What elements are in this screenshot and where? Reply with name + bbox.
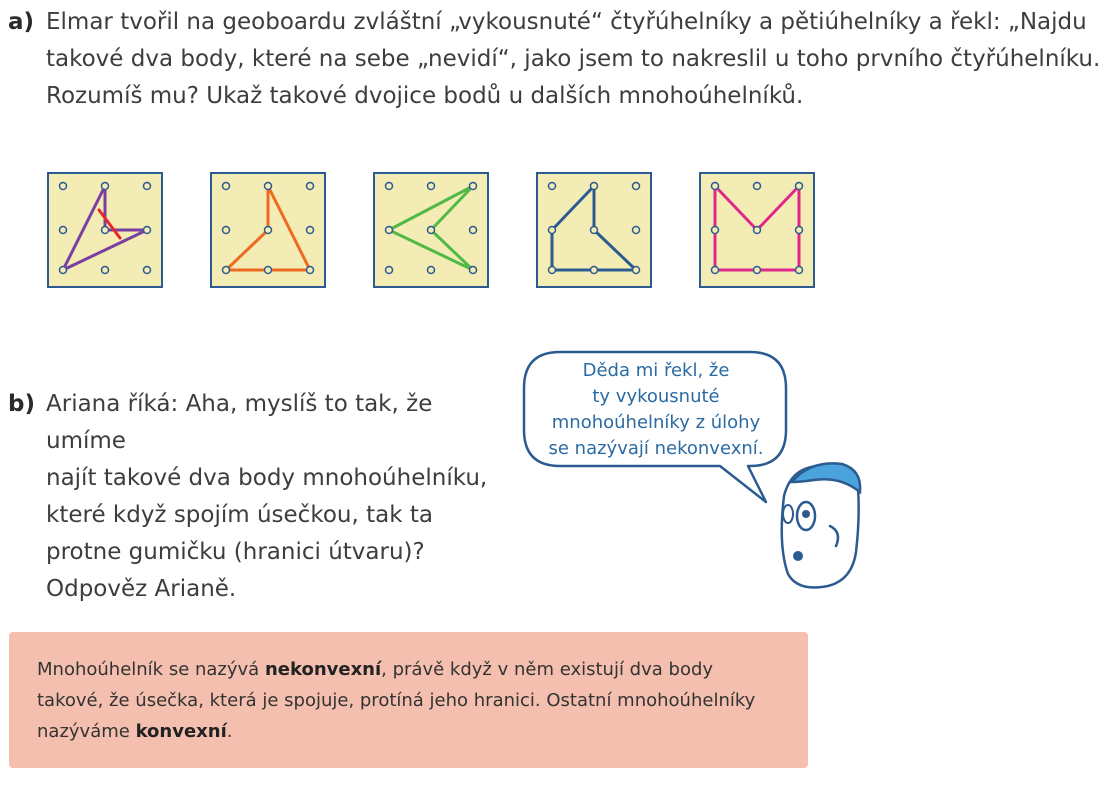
- task-b-text: Ariana říká: Aha, myslíš to tak, že umíme najít takové dva body mnohoúhelníku, které když spojím úsečkou, tak ta protne gumičku (hranici útvaru)? Odpověz Arianě.: [46, 391, 488, 602]
- geoboard-1: [47, 172, 163, 288]
- definition-part-2: , právě když v něm existují dva body takové, že úsečka, která je spojuje, protíná jeho hranici. Ostatní mnohoúhelníky nazýváme: [37, 659, 756, 742]
- speech-bubble-text: Děda mi řekl, že ty vykousnuté mnohoúhelníky z úlohy se nazývají nekonvexní.: [548, 360, 764, 459]
- task-b-label: b): [8, 391, 35, 417]
- definition-part-1: Mnohoúhelník se nazývá: [37, 659, 265, 680]
- definition-box: [9, 632, 808, 768]
- task-a: [8, 4, 1108, 115]
- task-b: [8, 386, 508, 608]
- geoboard-3: [373, 172, 489, 288]
- task-a-label: a): [8, 9, 35, 35]
- boy-character-icon: [770, 456, 870, 596]
- task-a-text: Elmar tvořil na geoboardu zvláštní „vykousnuté“ čtyřúhelníky a pětiúhelníky a řekl: „Najdu takové dva body, které na sebe „nevidí“, jako jsem to nakreslil u toho prvního čtyřúhelníku. Rozumíš mu? Ukaž takové dvojice bodů u dalších mnohoúhelníků.: [46, 9, 1101, 109]
- term-convex: konvexní: [135, 721, 227, 742]
- definition-text: [37, 654, 777, 747]
- definition-part-3: .: [226, 721, 233, 742]
- geoboard-2: [210, 172, 326, 288]
- geoboard-4: [536, 172, 652, 288]
- geoboard-5: [699, 172, 815, 288]
- term-nonconvex: nekonvexní: [264, 659, 382, 680]
